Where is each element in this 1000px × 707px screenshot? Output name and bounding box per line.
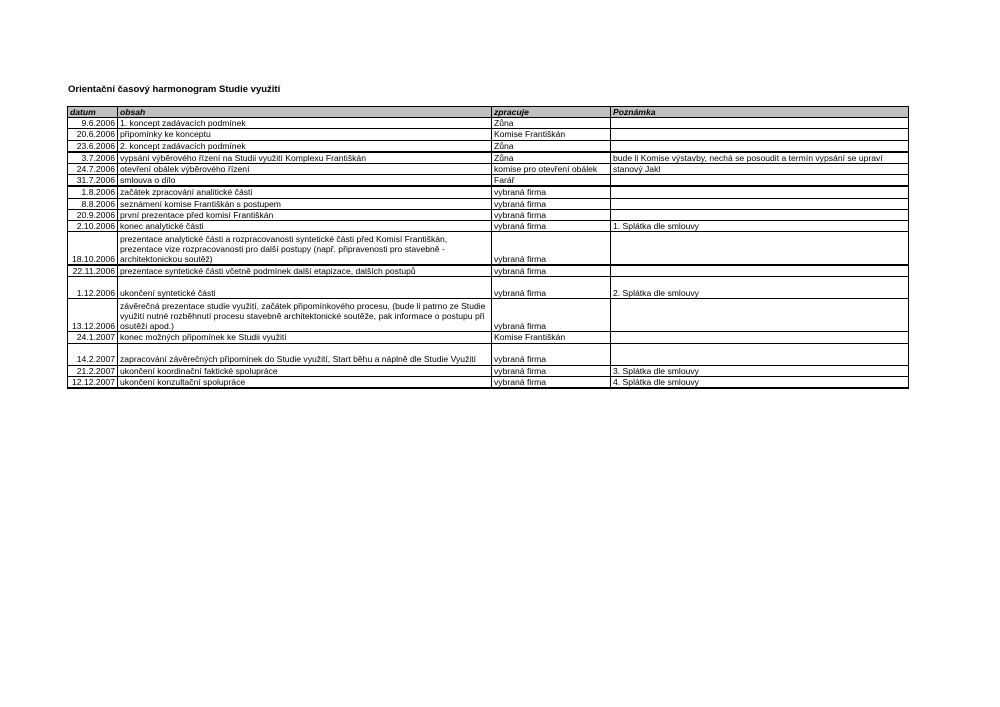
cell-zpracuje: Zůna xyxy=(492,140,611,152)
cell-datum: 20.9.2006 xyxy=(68,209,118,220)
cell-poznamka xyxy=(611,232,909,266)
cell-zpracuje: Komise Františkán xyxy=(492,129,611,140)
cell-obsah: prezentace analytické části a rozpracovanosti syntetické části před Komisí Františkán, prezentace vize rozpracovanosti pro další postupy (např. připravenosti pro stavebně - architektonickou soutěž) xyxy=(118,232,492,266)
cell-zpracuje: vybraná firma xyxy=(492,277,611,299)
document-title: Orientační časový harmonogram Studie využití xyxy=(68,84,281,95)
cell-datum: 22.11.2006 xyxy=(68,265,118,277)
cell-zpracuje: vybraná firma xyxy=(492,209,611,220)
cell-datum: 13.12.2006 xyxy=(68,299,118,332)
cell-datum: 24.1.2007 xyxy=(68,332,118,343)
cell-datum: 21.2.2007 xyxy=(68,365,118,376)
cell-obsah: otevření obálek výběrového řízení xyxy=(118,164,492,175)
table-row xyxy=(68,164,909,175)
cell-poznamka: 2. Splátka dle smlouvy xyxy=(611,277,909,299)
table-row xyxy=(68,365,909,376)
table-row xyxy=(68,332,909,343)
cell-datum: 8.8.2006 xyxy=(68,198,118,209)
cell-obsah: smlouva o dílo xyxy=(118,175,492,187)
table-row xyxy=(68,299,909,332)
cell-zpracuje: komise pro otevření obálek xyxy=(492,164,611,175)
table-row xyxy=(68,140,909,152)
header-obsah: obsah xyxy=(118,107,492,118)
cell-zpracuje: vybraná firma xyxy=(492,343,611,365)
table-row xyxy=(68,343,909,365)
table-row xyxy=(68,129,909,140)
cell-poznamka xyxy=(611,129,909,140)
cell-poznamka xyxy=(611,343,909,365)
cell-poznamka xyxy=(611,186,909,198)
header-datum: datum xyxy=(68,107,118,118)
cell-datum: 9.6.2006 xyxy=(68,118,118,129)
cell-datum: 3.7.2006 xyxy=(68,152,118,164)
cell-obsah: seznámení komise Františkán s postupem xyxy=(118,198,492,209)
cell-poznamka: 3. Splátka dle smlouvy xyxy=(611,365,909,376)
cell-obsah: připomínky ke konceptu xyxy=(118,129,492,140)
cell-zpracuje: vybraná firma xyxy=(492,376,611,388)
cell-obsah: prezentace syntetické části včetně podmínek další etapizace, dalších postupů xyxy=(118,265,492,277)
header-zpracuje: zpracuje xyxy=(492,107,611,118)
cell-poznamka xyxy=(611,332,909,343)
cell-zpracuje: Komise Františkán xyxy=(492,332,611,343)
cell-poznamka xyxy=(611,198,909,209)
cell-obsah: 1. koncept zadávacích podmínek xyxy=(118,118,492,129)
table-row xyxy=(68,118,909,129)
table-header-row xyxy=(68,107,909,118)
cell-zpracuje: Farář xyxy=(492,175,611,187)
cell-datum: 14.2.2007 xyxy=(68,343,118,365)
table-row xyxy=(68,198,909,209)
cell-obsah: zapracování závěrečných připomínek do Studie využití, Start běhu a náplně dle Studie Využití xyxy=(118,343,492,365)
cell-datum: 2.10.2006 xyxy=(68,221,118,232)
cell-zpracuje: vybraná firma xyxy=(492,186,611,198)
table-row xyxy=(68,376,909,388)
table-row xyxy=(68,209,909,220)
cell-poznamka: 1. Splátka dle smlouvy xyxy=(611,221,909,232)
cell-datum: 24.7.2006 xyxy=(68,164,118,175)
cell-poznamka: bude li Komise výstavby, nechá se posoudit a termín vypsání se upraví xyxy=(611,152,909,164)
cell-obsah: konec možných připomínek ke Studii využití xyxy=(118,332,492,343)
cell-datum: 1.12.2006 xyxy=(68,277,118,299)
cell-datum: 12.12.2007 xyxy=(68,376,118,388)
schedule-table xyxy=(67,106,909,389)
cell-obsah: začátek zpracování analitické části xyxy=(118,186,492,198)
cell-datum: 23.6.2006 xyxy=(68,140,118,152)
cell-zpracuje: Zůna xyxy=(492,152,611,164)
table-row xyxy=(68,186,909,198)
cell-poznamka xyxy=(611,140,909,152)
cell-zpracuje: vybraná firma xyxy=(492,221,611,232)
cell-zpracuje: vybraná firma xyxy=(492,299,611,332)
table-row xyxy=(68,265,909,277)
cell-obsah: 2. koncept zadávacích podmínek xyxy=(118,140,492,152)
cell-poznamka xyxy=(611,299,909,332)
cell-datum: 20.6.2006 xyxy=(68,129,118,140)
table-row xyxy=(68,175,909,187)
cell-poznamka xyxy=(611,265,909,277)
table-row xyxy=(68,277,909,299)
cell-obsah: vypsání výběrového řízení na Studii využití Komplexu Františkán xyxy=(118,152,492,164)
cell-datum: 1.8.2006 xyxy=(68,186,118,198)
cell-obsah: první prezentace před komisí Františkán xyxy=(118,209,492,220)
cell-datum: 31.7.2006 xyxy=(68,175,118,187)
cell-zpracuje: vybraná firma xyxy=(492,365,611,376)
table-row xyxy=(68,232,909,266)
cell-obsah: ukončení koordinační faktické spolupráce xyxy=(118,365,492,376)
cell-zpracuje: Zůna xyxy=(492,118,611,129)
cell-zpracuje: vybraná firma xyxy=(492,265,611,277)
cell-poznamka xyxy=(611,118,909,129)
cell-obsah: ukončení syntetické části xyxy=(118,277,492,299)
cell-obsah: závěrečná prezentace studie využití, začátek připomínkového procesu, (bude li patrno ze Studie využití nutné rozběhnutí procesu stavebně architektonické soutěže, pak informace o postupu při osutěži apod.) xyxy=(118,299,492,332)
table-row xyxy=(68,152,909,164)
cell-obsah: ukončení konzultační spolupráce xyxy=(118,376,492,388)
cell-poznamka xyxy=(611,175,909,187)
cell-zpracuje: vybraná firma xyxy=(492,232,611,266)
cell-poznamka: 4. Splátka dle smlouvy xyxy=(611,376,909,388)
cell-obsah: konec analytické části xyxy=(118,221,492,232)
header-poznamka: Poznámka xyxy=(611,107,909,118)
cell-datum: 18.10.2006 xyxy=(68,232,118,266)
table-row xyxy=(68,221,909,232)
cell-poznamka: stanový Jakl xyxy=(611,164,909,175)
cell-poznamka xyxy=(611,209,909,220)
cell-zpracuje: vybraná firma xyxy=(492,198,611,209)
